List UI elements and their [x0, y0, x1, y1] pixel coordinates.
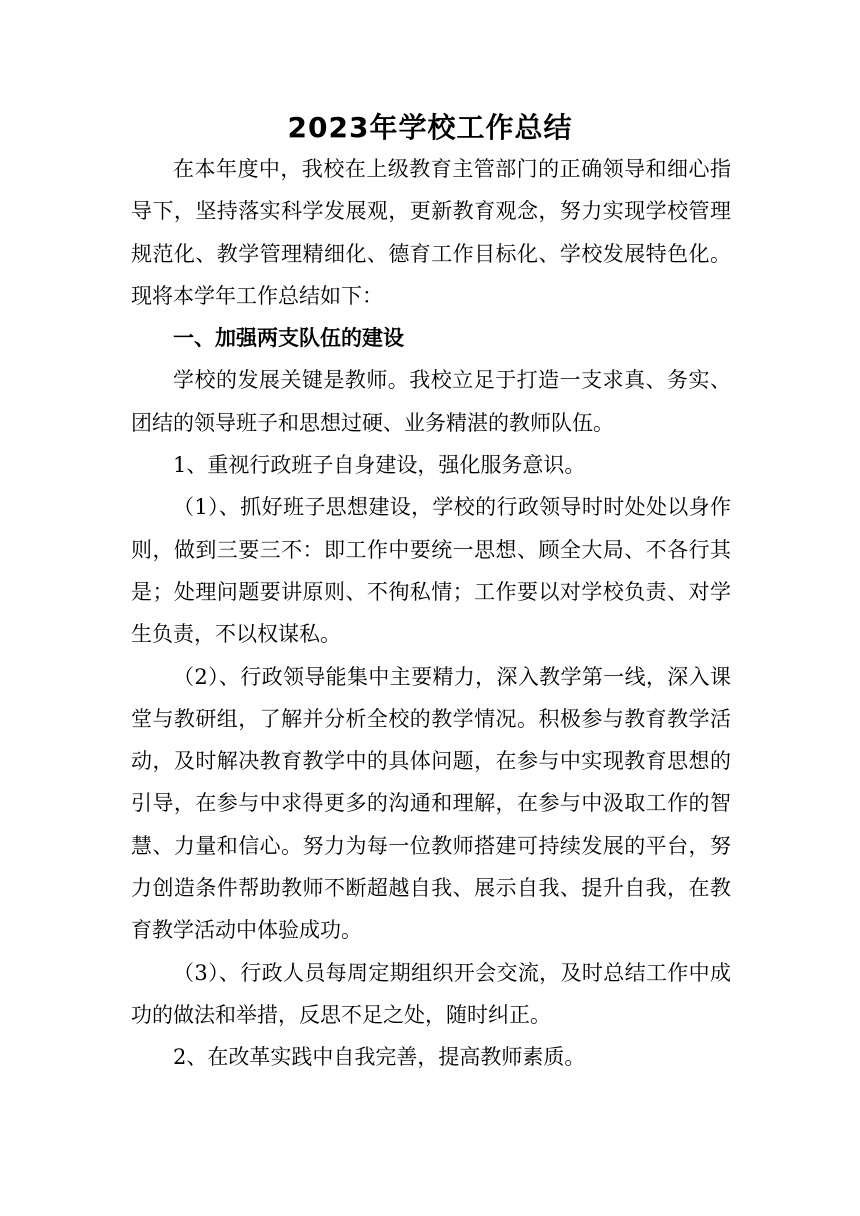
- section-heading-1: 一、加强两支队伍的建设: [173, 326, 404, 351]
- paragraph-item-2: 2、在改革实践中自我完善，提高教师素质。: [173, 1045, 586, 1070]
- paragraph-subitem-3: （3）、行政人员每周定期组织开会交流，及时总结工作中成功的做法和举措，反思不足之处，随时纠正。: [131, 960, 731, 1027]
- document-body: [131, 148, 731, 1079]
- document-title: 2023年学校工作总结: [287, 111, 573, 144]
- paragraph-teachers: 学校的发展关键是教师。我校立足于打造一支求真、务实、团结的领导班子和思想过硬、业务精湛的教师队伍。: [131, 368, 731, 435]
- paragraph-item-1: 1、重视行政班子自身建设，强化服务意识。: [173, 453, 586, 478]
- paragraph-subitem-1: （1）、抓好班子思想建设，学校的行政领导时时处处以身作则，做到三要三不：即工作中要统一思想、顾全大局、不各行其是；处理问题要讲原则、不徇私情；工作要以对学校负责、对学生负责，不以权谋私。: [131, 495, 731, 647]
- paragraph-intro: 在本年度中，我校在上级教育主管部门的正确领导和细心指导下，坚持落实科学发展观，更新教育观念，努力实现学校管理规范化、教学管理精细化、德育工作目标化、学校发展特色化。现将本学年工作总结如下：: [131, 157, 731, 308]
- paragraph-subitem-2: （2）、行政领导能集中主要精力，深入教学第一线，深入课堂与教研组，了解并分析全校的教学情况。积极参与教育教学活动，及时解决教育教学中的具体问题，在参与中实现教育思想的引导，在参与中求得更多的沟通和理解，在参与中汲取工作的智慧、力量和信心。努力为每一位教师搭建可持续发展的平台，努力创造条件帮助教师不断超越自我、展示自我、提升自我，在教育教学活动中体验成功。: [131, 664, 731, 943]
